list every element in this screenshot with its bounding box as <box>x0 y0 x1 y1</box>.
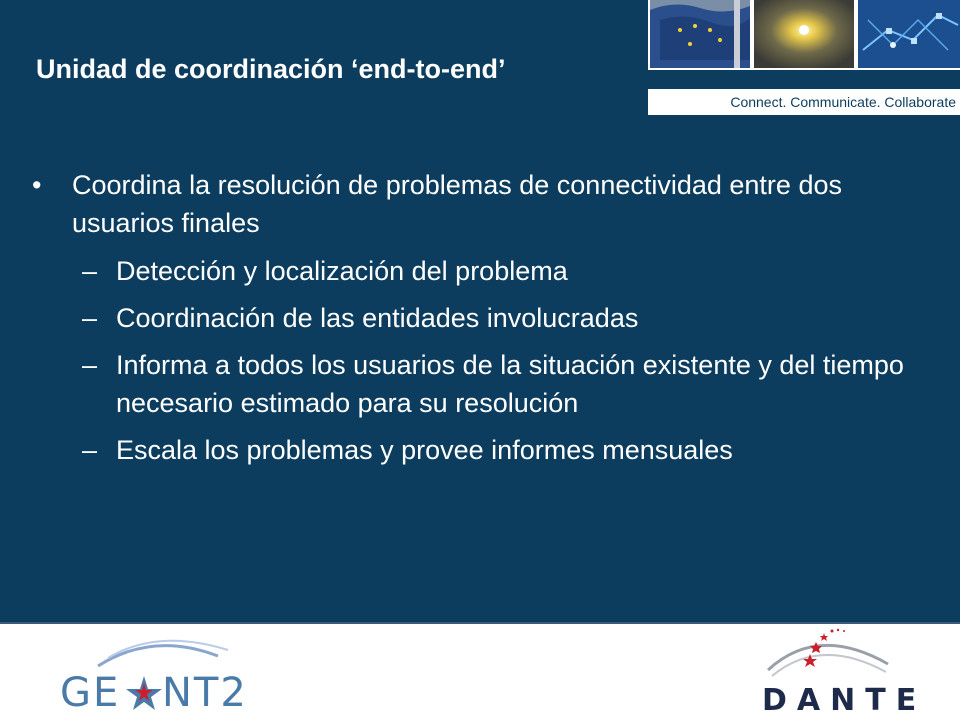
sub-bullet-text: Escala los problemas y provee informes mensuales <box>116 435 733 465</box>
svg-text:NT2: NT2 <box>162 670 248 714</box>
footer-divider <box>0 622 960 624</box>
svg-text:DANTE: DANTE <box>762 683 918 716</box>
bullet-text: Coordina la resolución de problemas de connectividad entre dos usuarios finales <box>72 170 842 238</box>
tagline-rule <box>648 115 960 116</box>
geant2-logo <box>58 636 248 714</box>
light-burst-photo-icon <box>754 0 854 68</box>
sub-bullet-item <box>32 299 932 337</box>
tagline: Connect. Communicate. Collaborate <box>648 89 960 115</box>
sub-bullet-text: Informa a todos los usuarios de la situación existente y del tiempo necesario estimado para su resolución <box>116 350 904 418</box>
bullet-list <box>32 166 932 478</box>
dante-logo <box>758 628 918 716</box>
sub-bullet-item <box>32 431 932 469</box>
flag-photo-icon <box>650 0 750 68</box>
sub-bullet-mark: – <box>82 256 98 286</box>
bullet-mark: • <box>32 170 42 200</box>
sub-bullet-mark: – <box>82 350 98 380</box>
bullet-item <box>32 166 932 242</box>
svg-text:GE: GE <box>60 670 121 714</box>
sub-bullet-item <box>32 252 932 290</box>
slide-title: Unidad de coordinación ‘end-to-end’ <box>36 54 506 84</box>
sub-bullet-text: Coordinación de las entidades involucradas <box>116 303 639 333</box>
tagline-spacer <box>648 70 960 89</box>
sub-bullet-mark: – <box>82 303 98 333</box>
sub-bullet-item <box>32 346 932 422</box>
sub-bullet-text: Detección y localización del problema <box>116 256 568 286</box>
header-image-strip <box>648 0 960 70</box>
sub-bullet-mark: – <box>82 435 98 465</box>
circuit-photo-icon <box>858 0 960 68</box>
